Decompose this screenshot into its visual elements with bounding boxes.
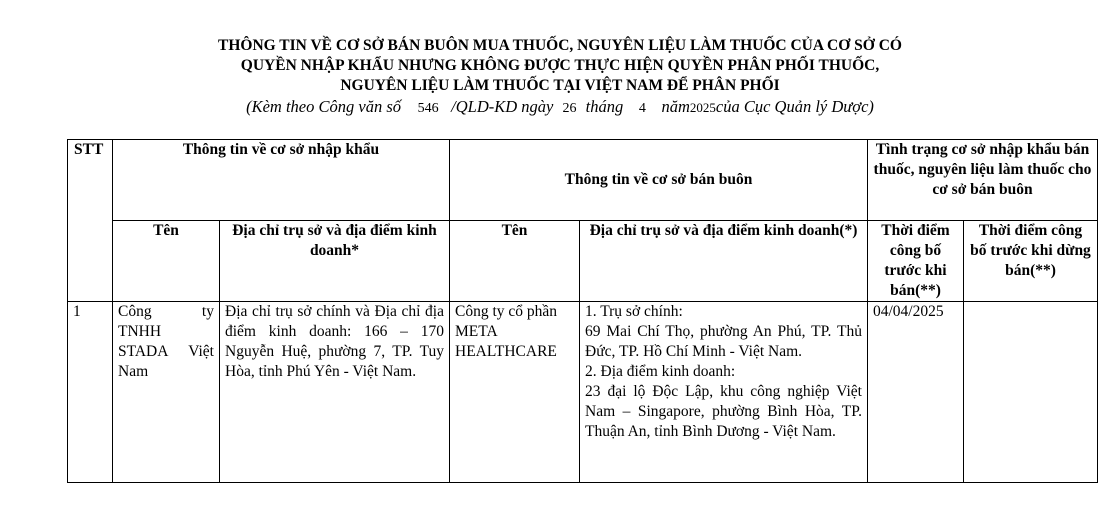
header-stt: STT xyxy=(68,140,113,302)
wholesaler-address-line-3: 2. Địa điểm kinh doanh: xyxy=(585,363,736,380)
document-month: 4 xyxy=(638,101,646,116)
document-year: 2025 xyxy=(689,100,716,115)
header-announce-before-stop: Thời điểm công bố trước khi dừng bán(**) xyxy=(964,221,1098,302)
cell-announce-before-stop xyxy=(964,302,1098,483)
header-status: Tình trạng cơ sở nhập khẩu bán thuốc, nguyên liệu làm thuốc cho cơ sở bán buôn xyxy=(868,140,1098,221)
wholesaler-address-line-4: 23 đại lộ Độc Lập, khu công nghiệp Việt Nam – Singapore, phường Bình Hòa, TP. Thuận An, tỉnh Bình Dương - Việt Nam. xyxy=(585,383,862,440)
cell-announce-before-sale: 04/04/2025 xyxy=(868,302,964,483)
header-row-1 xyxy=(68,140,1098,221)
subtitle-part-5: của Cục Quản lý Dược) xyxy=(715,97,874,116)
wholesaler-address-line-2: 69 Mai Chí Thọ, phường An Phú, TP. Thủ Đức, TP. Hồ Chí Minh - Việt Nam. xyxy=(585,323,862,360)
subtitle-part-2: /QLD-KD ngày xyxy=(451,97,554,116)
cell-importer-address: Địa chỉ trụ sở chính và Địa chỉ địa điểm kinh doanh: 166 – 170 Nguyễn Huệ, phường 7, TP. Tuy Hòa, tỉnh Phú Yên - Việt Nam. xyxy=(220,302,450,483)
title-line-2: QUYỀN NHẬP KHẨU NHƯNG KHÔNG ĐƯỢC THỰC HIỆN QUYỀN PHÂN PHỐI THUỐC, xyxy=(240,57,880,74)
header-importer-info: Thông tin về cơ sở nhập khẩu xyxy=(113,140,450,221)
title-line-1: THÔNG TIN VỀ CƠ SỞ BÁN BUÔN MUA THUỐC, NGUYÊN LIỆU LÀM THUỐC CỦA CƠ SỞ CÓ xyxy=(218,37,902,54)
header-row-2 xyxy=(68,221,1098,302)
distribution-table xyxy=(67,139,1098,483)
subtitle-part-3: tháng xyxy=(585,97,624,116)
table-row xyxy=(68,302,1098,483)
subtitle-part-4: năm xyxy=(661,97,690,116)
cell-wholesaler-address xyxy=(580,302,868,483)
title-line-3: NGUYÊN LIỆU LÀM THUỐC TẠI VIỆT NAM ĐỂ PHÂN PHỐI xyxy=(340,77,780,94)
cell-wholesaler-name: Công ty cổ phần META HEALTHCARE xyxy=(450,302,580,483)
cell-stt: 1 xyxy=(68,302,113,483)
document-day: 26 xyxy=(562,101,577,116)
header-wholesaler-address: Địa chỉ trụ sở và địa điểm kinh doanh(*) xyxy=(580,221,868,302)
subtitle xyxy=(0,96,1120,120)
subtitle-part-1: (Kèm theo Công văn số xyxy=(246,97,402,116)
header-importer-name: Tên xyxy=(113,221,220,302)
header-wholesaler-info: Thông tin về cơ sở bán buôn xyxy=(450,140,868,221)
document-number: 546 xyxy=(417,101,439,116)
document-header xyxy=(0,36,1120,120)
header-wholesaler-name: Tên xyxy=(450,221,580,302)
header-importer-address: Địa chỉ trụ sở và địa điểm kinh doanh* xyxy=(220,221,450,302)
cell-importer-name: Công ty TNHH STADA Việt Nam xyxy=(113,302,220,483)
wholesaler-address-line-1: 1. Trụ sở chính: xyxy=(585,303,683,320)
header-announce-before-sale: Thời điểm công bố trước khi bán(**) xyxy=(868,221,964,302)
